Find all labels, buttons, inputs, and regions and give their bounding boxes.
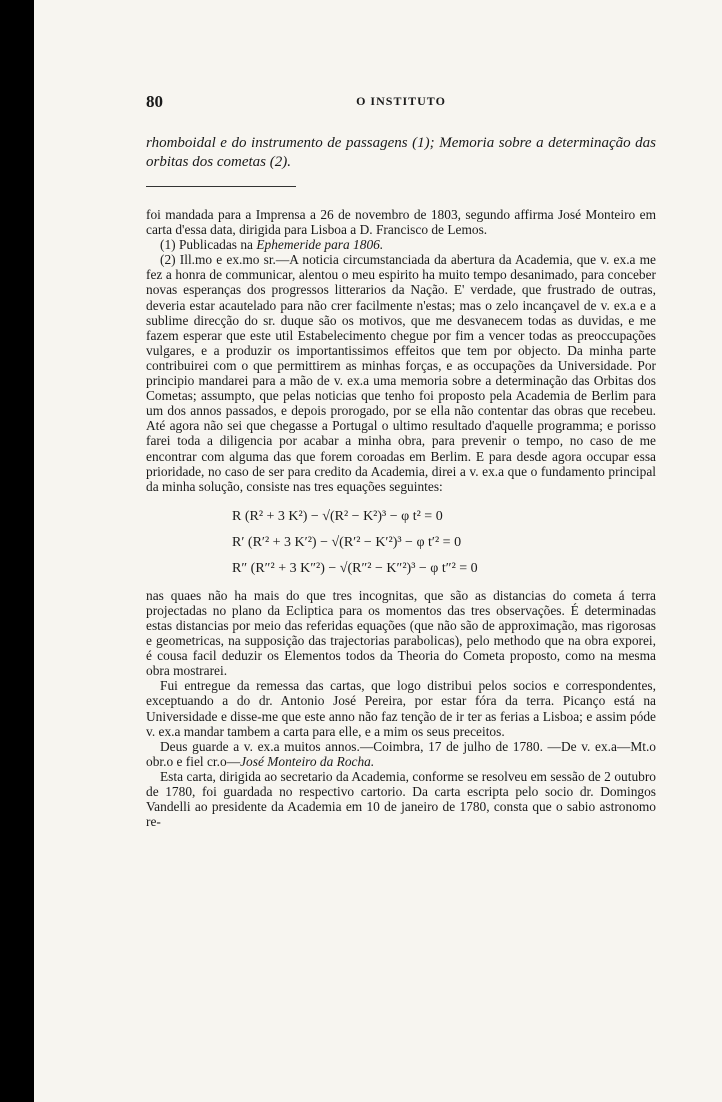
equation-2: R′ (R′² + 3 K′²) − √(R′² − K′²)³ − φ t′² = 0: [232, 534, 462, 550]
paragraph-1: foi mandada para a Imprensa a 26 de novembro de 1803, segundo affirma José Monteiro em carta d'essa data, dirigida para Lisboa a D. Francisco de Lemos.: [146, 207, 656, 238]
paragraph-6: Esta carta, dirigida ao secretario da Academia, conforme se resolveu em sessão de 2 outubro de 1780, foi guardada no respectivo cartorio. Da carta escripta pelo socio dr. Domingos Vandelli ao presidente da Academia em 10 de janeiro de 1780, consta que o sabio astronomo re-: [146, 768, 656, 830]
page-content: [146, 92, 656, 829]
page-number: 80: [146, 92, 163, 111]
signature: José Monteiro da Rocha.: [240, 753, 375, 769]
paragraph-3: nas quaes não ha mais do que tres incognitas, que são as distancias do cometa á terra projectadas no plano da Ecliptica para os momentos das tres observações. É determinadas estas distancias por meio das referidas equações (que não são de approximação, mas rigorosas e geometricas, na supposição das trajectorias parabolicas), pelo methodo que na obra exporei, é cousa facil deduzir os Elementos todos da Theoria do Cometa proposto, como na mesma obra mostrarei.: [146, 587, 656, 679]
equation-1: R (R² + 3 K²) − √(R² − K²)³ − φ t² = 0: [232, 508, 443, 524]
journal-title: O INSTITUTO: [356, 94, 446, 108]
closing-text: Deus guarde a v. ex.a muitos annos.—Coimbra, 17 de julho de 1780. —De v. ex.a—Mt.o obr.o e fiel cr.o—: [146, 738, 656, 769]
body-text: [146, 207, 656, 829]
equation-3: R″ (R″² + 3 K″²) − √(R″² − K″²)³ − φ t″² = 0: [232, 560, 478, 576]
intro-paragraph: rhomboidal e do instrumento de passagens (1); Memoria sobre a determinação das orbitas dos cometas (2).: [146, 135, 656, 170]
running-head: [146, 92, 656, 118]
equations: [232, 504, 656, 582]
footnote-1: [146, 237, 656, 252]
paragraph-5: [146, 739, 656, 769]
footnote-1-text: Publicadas na: [178, 237, 253, 253]
footnote-2: (2) Ill.mo e ex.mo sr.—A noticia circumstanciada da abertura da Academia, que v. ex.a me fez a honra de communicar, alentou o meu espirito ha muito tempo desanimado, para conceber novas esperanças dos progressos litterarios da Nação. E' verdade, que frustrado de outras, deveria estar acautelado para não crer facilmente n'estas; mas o zelo incançavel de v. ex.a e a sublime direcção do sr. duque são os motivos, que me desvanecem todas as duvidas, e me fazem esperar que este util Estabelecimento chegue por fim a vencer todas as preoccupações vulgares, e a produzir os importantissimos effeitos que tem por objecto. Da minha parte contribuirei com o que permittirem as minhas forças, e as occupações da Universidade. Por principio mandarei para a mão de v. ex.a uma memoria sobre a determinação das Orbitas dos Cometas; assumpto, que pelas noticias que tenho foi proposto pela Academia de Berlim para um dos annos passados, e depois prorogado, por se ella não contentar das obras que recebeu. Até agora não sei que chegasse a Portugal o ultimo resultado d'aquelle programma; e porisso farei toda a diligencia por acabar a minha obra, para prevenir o tempo, no caso de me encontrar com alguma das que forem coroadas em Berlim. E para desde agora occupar essa prioridade, no caso de ser para credito da Academia, direi a v. ex.a que o fundamento principal da minha solução, consiste nas tres equações seguintes:: [146, 252, 656, 494]
footnote-1-mark: (1): [160, 237, 176, 253]
paragraph-4: Fui entregue da remessa das cartas, que logo distribui pelos socios e correspondentes, exceptuando a do dr. Antonio José Pereira, por estar fóra da terra. Picanço está na Universidade e disse-me que este anno não faz tenção de ir ter as ferias a Lisboa; e assim póde v. ex.a mandar tambem a carta para elle, e a mim os seus preceitos.: [146, 678, 656, 739]
footnote-rule: [146, 186, 296, 187]
page: [34, 0, 722, 1102]
footnote-1-title: Ephemeride para 1806.: [256, 237, 384, 253]
